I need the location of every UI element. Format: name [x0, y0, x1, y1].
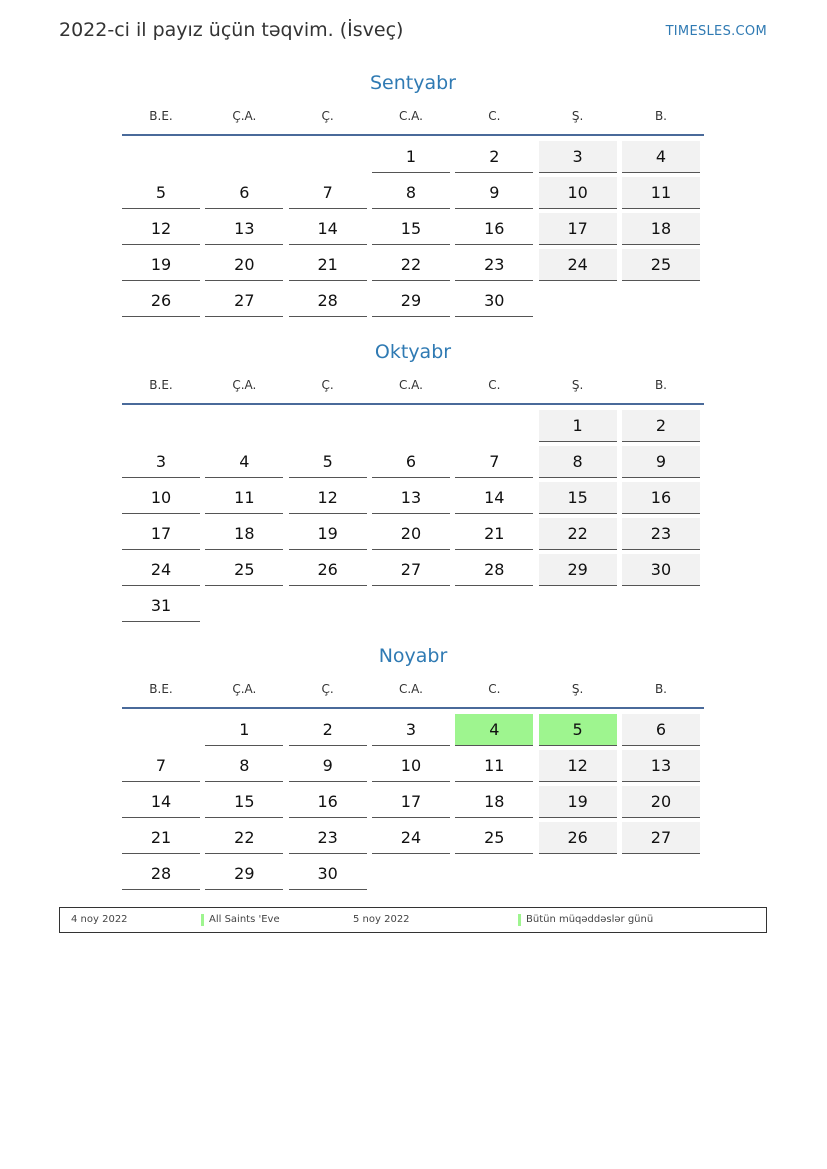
day-cell: 28	[455, 554, 533, 586]
empty-cell	[455, 410, 533, 442]
weekday-label: Ç.A.	[232, 378, 257, 392]
day-cell: 17	[539, 213, 617, 245]
empty-cell	[122, 714, 200, 746]
site-link[interactable]: TIMESLES.COM	[665, 24, 767, 39]
weekday-label: C.A.	[398, 109, 423, 123]
legend-marker-1	[201, 914, 204, 926]
day-cell: 8	[372, 177, 450, 209]
day-cell: 5	[289, 446, 367, 478]
day-cell: 2	[455, 141, 533, 173]
page-title: 2022-ci il payız üçün təqvim. (İsveç)	[59, 19, 404, 41]
day-cell: 31	[122, 590, 200, 622]
weekday-label: Ş.	[571, 109, 584, 123]
day-cell: 24	[122, 554, 200, 586]
day-cell: 9	[622, 446, 700, 478]
legend-date-2: 5 noy 2022	[353, 914, 410, 925]
day-cell: 14	[455, 482, 533, 514]
day-cell: 8	[205, 750, 283, 782]
weekday-header	[122, 671, 704, 709]
day-grid	[122, 709, 704, 890]
day-cell: 25	[205, 554, 283, 586]
day-cell: 12	[289, 482, 367, 514]
day-cell: 15	[372, 213, 450, 245]
weekday-label: C.A.	[398, 682, 423, 696]
day-cell: 20	[372, 518, 450, 550]
day-cell: 4	[455, 714, 533, 746]
weekday-label: B.E.	[149, 682, 173, 696]
legend-marker-2	[518, 914, 521, 926]
day-cell: 1	[539, 410, 617, 442]
day-cell: 6	[372, 446, 450, 478]
day-cell: 3	[372, 714, 450, 746]
day-cell: 23	[622, 518, 700, 550]
day-cell: 26	[539, 822, 617, 854]
day-cell: 13	[622, 750, 700, 782]
calendar-month-october	[122, 337, 704, 622]
day-cell: 12	[122, 213, 200, 245]
day-cell: 11	[455, 750, 533, 782]
day-cell: 30	[622, 554, 700, 586]
day-cell: 1	[372, 141, 450, 173]
month-name: Sentyabr	[369, 72, 456, 94]
legend-date-1: 4 noy 2022	[71, 914, 128, 925]
weekday-label: C.	[488, 378, 501, 392]
day-cell: 20	[205, 249, 283, 281]
day-cell: 22	[372, 249, 450, 281]
weekday-label: Ç.	[321, 109, 334, 123]
weekday-label: C.	[488, 682, 501, 696]
empty-cell	[122, 141, 200, 173]
day-cell: 2	[622, 410, 700, 442]
calendar-month-september	[122, 68, 704, 317]
day-cell: 6	[205, 177, 283, 209]
day-cell: 30	[455, 285, 533, 317]
day-cell: 13	[372, 482, 450, 514]
day-cell: 13	[205, 213, 283, 245]
weekday-label: Ş.	[571, 682, 584, 696]
weekday-label: Ç.	[321, 378, 334, 392]
day-cell: 28	[122, 858, 200, 890]
empty-cell	[372, 410, 450, 442]
day-cell: 8	[539, 446, 617, 478]
weekday-label: B.	[654, 109, 667, 123]
day-cell: 11	[205, 482, 283, 514]
day-cell: 6	[622, 714, 700, 746]
day-cell: 10	[372, 750, 450, 782]
day-cell: 9	[455, 177, 533, 209]
day-cell: 21	[289, 249, 367, 281]
day-grid	[122, 405, 704, 622]
weekday-header	[122, 367, 704, 405]
day-cell: 21	[122, 822, 200, 854]
day-cell: 3	[122, 446, 200, 478]
weekday-label: C.	[488, 109, 501, 123]
legend-holiday-1: All Saints 'Eve	[209, 914, 280, 925]
day-cell: 22	[539, 518, 617, 550]
weekday-label: Ç.A.	[232, 682, 257, 696]
day-cell: 15	[205, 786, 283, 818]
empty-cell	[205, 410, 283, 442]
day-cell: 3	[539, 141, 617, 173]
day-cell: 18	[205, 518, 283, 550]
day-cell: 18	[455, 786, 533, 818]
day-cell: 14	[122, 786, 200, 818]
day-cell: 17	[372, 786, 450, 818]
day-cell: 18	[622, 213, 700, 245]
day-cell: 25	[455, 822, 533, 854]
day-grid	[122, 136, 704, 317]
day-cell: 17	[122, 518, 200, 550]
day-cell: 24	[372, 822, 450, 854]
weekday-label: B.	[654, 682, 667, 696]
day-cell: 29	[372, 285, 450, 317]
day-cell: 7	[455, 446, 533, 478]
weekday-label: Ç.	[321, 682, 334, 696]
weekday-label: Ç.A.	[232, 109, 257, 123]
weekday-label: Ş.	[571, 378, 584, 392]
day-cell: 16	[455, 213, 533, 245]
day-cell: 23	[289, 822, 367, 854]
month-name: Noyabr	[378, 645, 448, 667]
weekday-label: B.E.	[149, 109, 173, 123]
day-cell: 19	[289, 518, 367, 550]
day-cell: 24	[539, 249, 617, 281]
weekday-label: B.	[654, 378, 667, 392]
day-cell: 5	[539, 714, 617, 746]
day-cell: 14	[289, 213, 367, 245]
day-cell: 9	[289, 750, 367, 782]
month-name: Oktyabr	[374, 341, 452, 363]
day-cell: 27	[372, 554, 450, 586]
day-cell: 11	[622, 177, 700, 209]
day-cell: 22	[205, 822, 283, 854]
day-cell: 4	[622, 141, 700, 173]
day-cell: 16	[622, 482, 700, 514]
legend-holiday-2: Bütün müqəddəslər günü	[526, 914, 654, 925]
empty-cell	[289, 410, 367, 442]
day-cell: 20	[622, 786, 700, 818]
day-cell: 10	[122, 482, 200, 514]
day-cell: 16	[289, 786, 367, 818]
day-cell: 7	[289, 177, 367, 209]
day-cell: 29	[205, 858, 283, 890]
day-cell: 26	[289, 554, 367, 586]
weekday-label: C.A.	[398, 378, 423, 392]
day-cell: 30	[289, 858, 367, 890]
day-cell: 19	[122, 249, 200, 281]
weekday-label: B.E.	[149, 378, 173, 392]
day-cell: 27	[622, 822, 700, 854]
empty-cell	[205, 141, 283, 173]
day-cell: 19	[539, 786, 617, 818]
day-cell: 10	[539, 177, 617, 209]
day-cell: 4	[205, 446, 283, 478]
day-cell: 26	[122, 285, 200, 317]
day-cell: 2	[289, 714, 367, 746]
day-cell: 1	[205, 714, 283, 746]
day-cell: 28	[289, 285, 367, 317]
day-cell: 27	[205, 285, 283, 317]
day-cell: 7	[122, 750, 200, 782]
day-cell: 5	[122, 177, 200, 209]
weekday-header	[122, 98, 704, 136]
day-cell: 21	[455, 518, 533, 550]
day-cell: 23	[455, 249, 533, 281]
holiday-legend	[59, 907, 767, 933]
empty-cell	[122, 410, 200, 442]
empty-cell	[289, 141, 367, 173]
calendar-month-november	[122, 641, 704, 890]
day-cell: 12	[539, 750, 617, 782]
day-cell: 29	[539, 554, 617, 586]
day-cell: 15	[539, 482, 617, 514]
day-cell: 25	[622, 249, 700, 281]
